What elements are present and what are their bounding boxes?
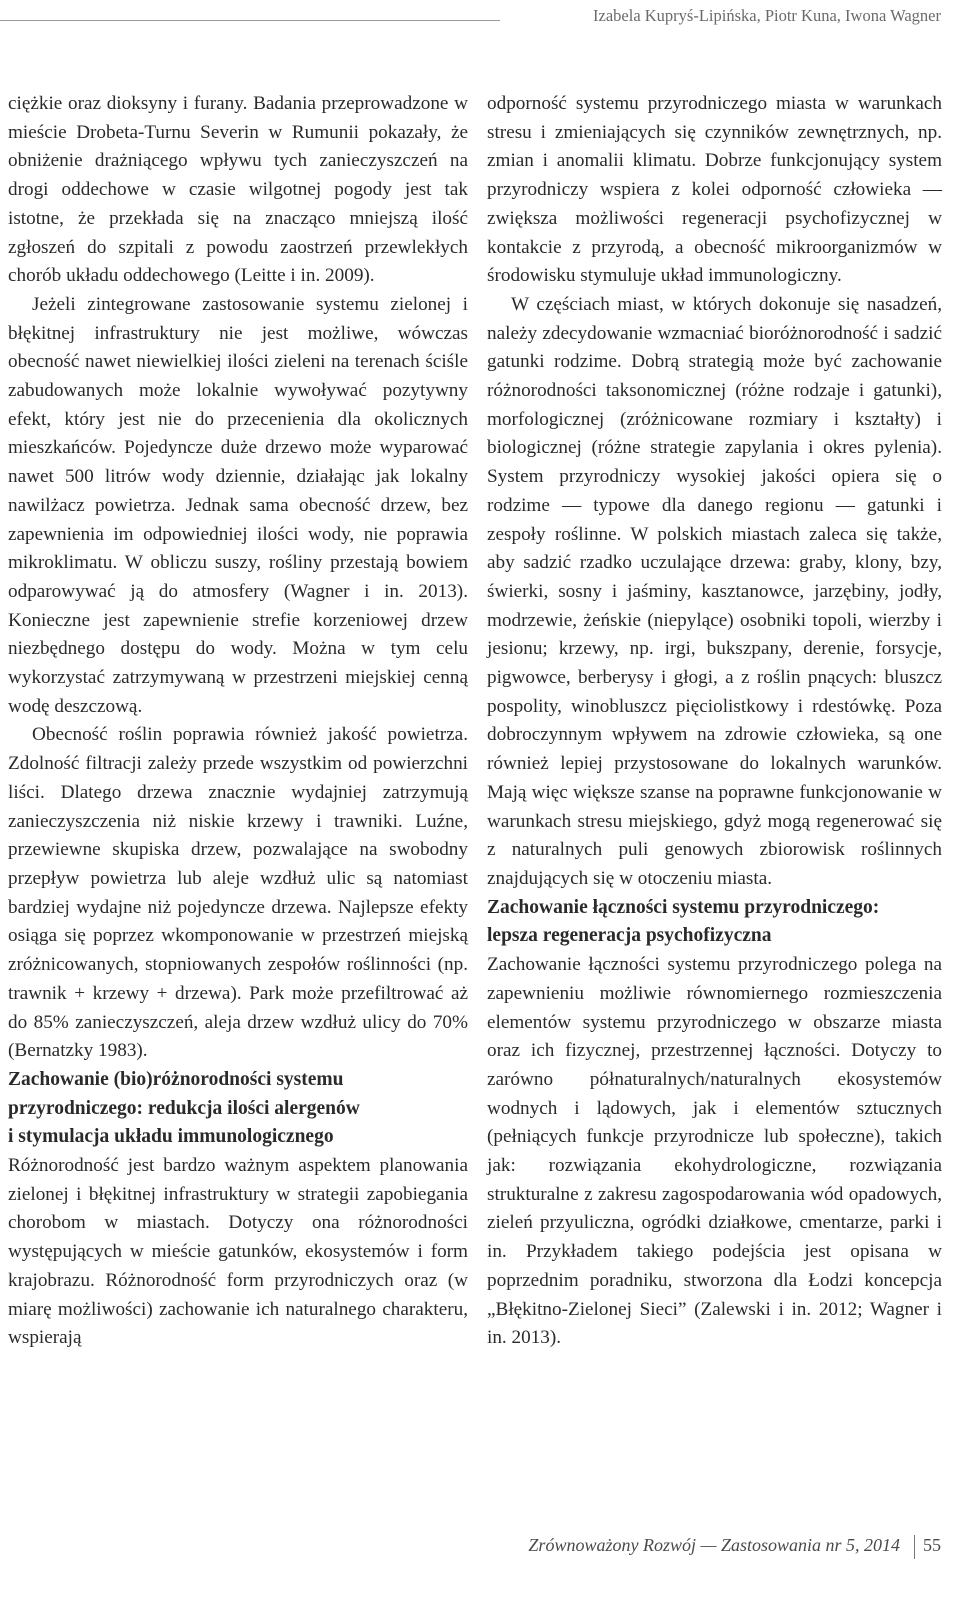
left-column <box>8 90 468 1353</box>
header-authors: Izabela Kupryś-Lipińska, Piotr Kuna, Iwona Wagner <box>593 6 941 25</box>
footer-journal: Zrównoważony Rozwój — Zastosowania nr 5, 2014 <box>528 1535 900 1556</box>
right-column <box>487 90 942 1353</box>
left-paragraph-2: Jeżeli zintegrowane zastosowanie systemu zielonej i błękitnej infrastruktury nie jest możliwe, wówczas obecność nawet niewielkiej ilości zieleni na terenach ściśle zabudowanych może lokalnie wywoływać pozytywny efekt, który jest nie do przecenienia dla okolicznych mieszkańców. Pojedyncze duże drzewo może wyparować nawet 500 litrów wody dziennie, działając jak lokalny nawilżacz powietrza. Jednak sama obecność drzew, bez zapewnienia im odpowiedniej ilości wody, nie poprawia mikroklimatu. W obliczu suszy, rośliny przestają bowiem odparowywać ją do atmosfery (Wagner i in. 2013). Konieczne jest zapewnienie strefie korzeniowej drzew niezbędnego dostępu do wody. Można w tym celu wykorzystać zatrzymywaną w przestrzeni miejskiej cenną wodę deszczową. <box>8 293 468 717</box>
right-paragraph-1: odporność systemu przyrodniczego miasta w warunkach stresu i zmieniających się czynników zewnętrznych, np. zmian i anomalii klimatu. Dobrze funkcjonujący system przyrodniczy wspiera z kolei odporność człowieka — zwiększa możliwości regeneracji psychofizycznej w kontakcie z przyrodą, a obecność mikroorganizmów w środowisku stymuluje układ immunologiczny. <box>487 93 942 287</box>
heading-line: Zachowanie (bio)różnorodności systemu <box>8 1068 344 1090</box>
heading-line: Zachowanie łączności systemu przyrodniczego: <box>487 896 880 918</box>
left-paragraph-1: ciężkie oraz dioksyny i furany. Badania przeprowadzone w mieście Drobeta-Turnu Severin w Rumunii pokazały, że obniżenie drażniącego wpływu tych zanieczyszczeń na drogi oddechowe w czasie wilgotnej pogody jest tak istotne, że przekłada się na znacząco mniejszą ilość zgłoszeń do szpitali z powodu zaostrzeń przewlekłych chorób układu oddechowego (Leitte i in. 2009). <box>8 93 468 287</box>
page-number: 55 <box>923 1535 941 1556</box>
section-heading-connectivity <box>487 894 942 951</box>
left-paragraph-4: Różnorodność jest bardzo ważnym aspektem planowania zielonej i błękitnej infrastruktury w strategii zapobiegania chorobom w miastach. Dotyczy ona różnorodności występujących w mieście gatunków, ekosystemów i form krajobrazu. Różnorodność form przyrodniczych oraz (w miarę możliwości) zachowanie ich naturalnego charakteru, wspierają <box>8 1155 468 1349</box>
right-paragraph-3: Zachowanie łączności systemu przyrodniczego polega na zapewnieniu możliwie równomiernego rozmieszczenia elementów systemu przyrodniczego w obszarze miasta oraz ich fizycznej, przestrzennej łączności. Dotyczy to zarówno półnaturalnych/naturalnych ekosystemów wodnych i lądowych, jak i elementów sztucznych (pełniących funkcje przyrodnicze lub społeczne), takich jak: rozwiązania ekohydrologiczne, rozwiązania strukturalne z zakresu zagospodarowania wód opadowych, zieleń przyuliczna, ogródki działkowe, cmentarze, parki i in. Przykładem takiego podejścia jest opisana w poprzednim poradniku, stworzona dla Łodzi koncepcja „Błękitno-Zielonej Sieci” (Zalewski i in. 2012; Wagner i in. 2013). <box>487 954 942 1349</box>
section-heading-biodiversity <box>8 1066 468 1152</box>
heading-line: lepsza regeneracja psychofizyczna <box>487 925 772 947</box>
footer-separator <box>914 1535 915 1559</box>
right-paragraph-2: W częściach miast, w których dokonuje się nasadzeń, należy zdecydowanie wzmacniać bioróżnorodność i sadzić gatunki rodzime. Dobrą strategią może być zachowanie różnorodności taksonomicznej (różne rodzaje i gatunki), morfologicznej (zróżnicowane rozmiary i kształty) i biologicznej (różne strategie zapylania i okres pylenia). System przyrodniczy wysokiej jakości opiera się o rodzime — typowe dla danego regionu — gatunki i zespoły roślinne. W polskich miastach zaleca się także, aby sadzić rzadko uczulające drzewa: graby, klony, bzy, świerki, sosny i jaśminy, kasztanowce, jarzębiny, jodły, modrzewie, żeńskie (niepylące) osobniki topoli, wierzby i jesionu; krzewy, np. irgi, bukszpany, derenie, forsycje, pigwowce, berberysy i głogi, a z roślin pnących: bluszcz pospolity, winobluszcz pięciolistkowy i rdestówkę. Poza dobroczynnym wpływem na zdrowie człowieka, są one również lepiej przystosowane do lokalnych warunków. Mają więc większe szanse na poprawne funkcjonowanie w warunkach stresu miejskiego, gdyż mogą regenerować się z naturalnych puli genowych zbiorowisk roślinnych znajdujących się w otoczeniu miasta. <box>487 293 942 889</box>
header-rule <box>0 20 500 21</box>
left-paragraph-3: Obecność roślin poprawia również jakość powietrza. Zdolność filtracji zależy przede wszystkim od powierzchni liści. Dlatego drzewa znacznie wydajniej zatrzymują zanieczyszczenia niż niskie krzewy i trawniki. Luźne, przewiewne skupiska drzew, pozwalające na swobodny przepływ powietrza lub aleje wzdłuż ulic są natomiast bardziej wydajne niż pojedyncze drzewa. Najlepsze efekty osiąga się poprzez wkomponowanie w przestrzeń miejską zróżnicowanych, stopniowanych zespołów roślinności (np. trawnik + krzewy + drzewa). Park może przefiltrować aż do 85% zanieczyszczeń, aleja drzew wzdłuż ulicy do 70% (Bernatzky 1983). <box>8 724 468 1062</box>
heading-line: przyrodniczego: redukcja ilości alergenów <box>8 1097 360 1119</box>
footer <box>528 1535 941 1559</box>
heading-line: i stymulacja układu immunologicznego <box>8 1126 334 1148</box>
